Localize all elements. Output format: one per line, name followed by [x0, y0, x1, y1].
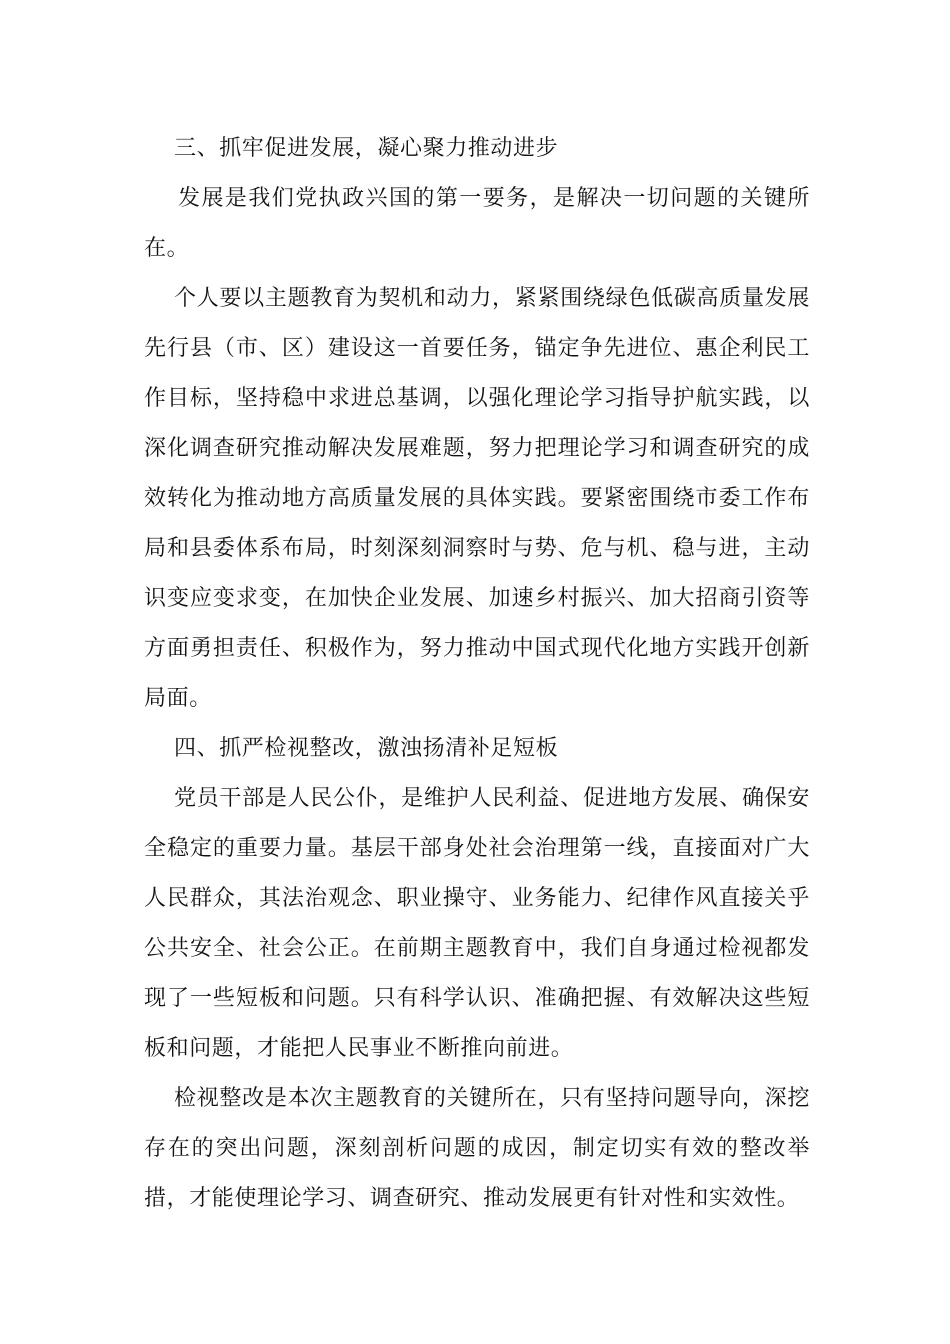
paragraph-rectification: 检视整改是本次主题教育的关键所在，只有坚持问题导向，深挖存在的突出问题，深刻剖析问题的成因，制定切实有效的整改举措，才能使理论学习、调查研究、推动发展更有针对性和实效性。 [144, 1086, 810, 1211]
section-heading-4: 四、抓严检视整改，激浊扬清补足短板 [174, 736, 559, 761]
paragraph-development-priority: 发展是我们党执政兴国的第一要务，是解决一切问题的关键所在。 [144, 186, 810, 261]
section-heading-3: 三、抓牢促进发展，凝心聚力推动进步 [174, 136, 559, 161]
paragraph-party-cadres: 党员干部是人民公仆，是维护人民利益、促进地方发展、确保安全稳定的重要力量。基层干部身处社会治理第一线，直接面对广大人民群众，其法治观念、职业操守、业务能力、纪律作风直接关乎公共安全、社会公正。在前期主题教育中，我们自身通过检视都发现了一些短板和问题。只有科学认识、准确把握、有效解决这些短板和问题，才能把人民事业不断推向前进。 [144, 786, 810, 1061]
document-page [144, 124, 810, 1224]
paragraph-personal-tasks: 个人要以主题教育为契机和动力，紧紧围绕绿色低碳高质量发展先行县（市、区）建设这一首要任务，锚定争先进位、惠企利民工作目标，坚持稳中求进总基调，以强化理论学习指导护航实践，以深化调查研究推动解决发展难题，努力把理论学习和调查研究的成效转化为推动地方高质量发展的具体实践。要紧密围绕市委工作布局和县委体系布局，时刻深刻洞察时与势、危与机、稳与进，主动识变应变求变，在加快企业发展、加速乡村振兴、加大招商引资等方面勇担责任、积极作为，努力推动中国式现代化地方实践开创新局面。 [144, 286, 810, 711]
